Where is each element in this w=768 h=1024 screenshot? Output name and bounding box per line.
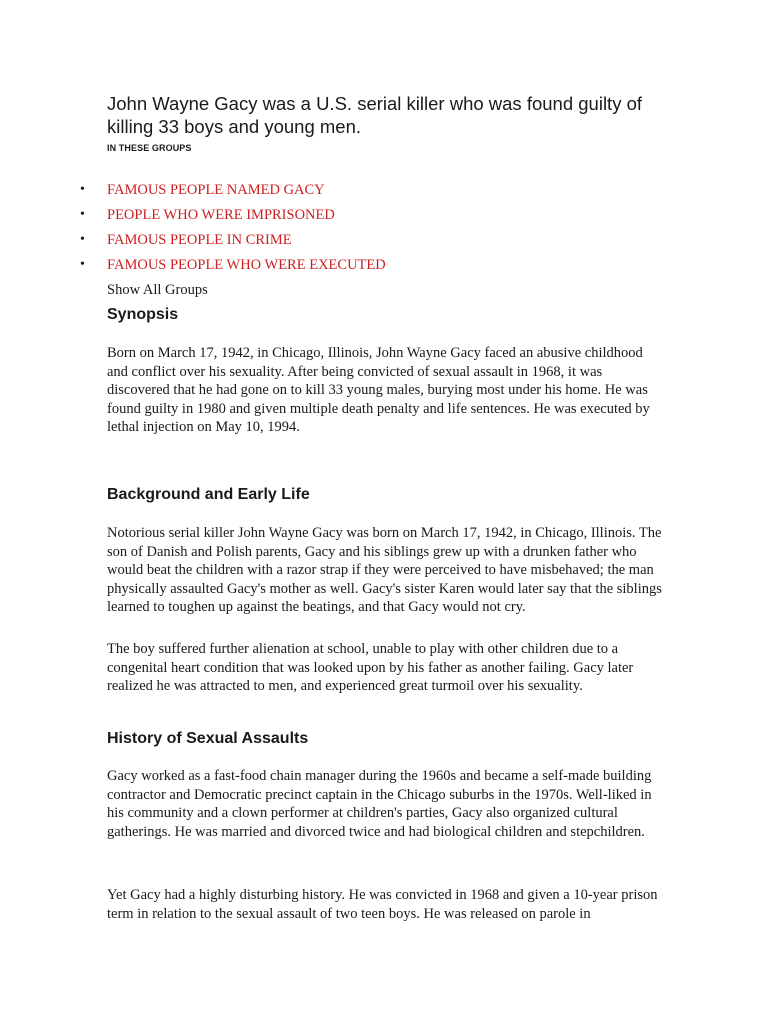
group-list — [80, 181, 386, 281]
background-paragraph-1: Notorious serial killer John Wayne Gacy was born on March 17, 1942, in Chicago, Illinois. The son of Danish and Polish parents, Gacy and his siblings grew up with a drunken father who would beat the children with a razor strap if they were perceived to have misbehaved; the man physically assaulted Gacy's mother as well. Gacy's sister Karen would later say that the siblings learned to toughen up against the beatings, and that Gacy would not cry. — [107, 525, 662, 616]
group-link-people-who-were-imprisoned[interactable]: PEOPLE WHO WERE IMPRISONED — [107, 207, 335, 223]
background-heading: Background and Early Life — [107, 486, 310, 503]
show-all-groups-link[interactable]: Show All Groups — [107, 282, 208, 298]
background-paragraph-2: The boy suffered further alienation at school, unable to play with other children due to a congenital heart condition that was looked upon by his father as another failing. Gacy later realized he was attracted to men, and experienced great turmoil over his sexuality. — [107, 641, 634, 695]
history-paragraph-1: Gacy worked as a fast-food chain manager during the 1960s and became a self-made building contractor and Democratic precinct captain in the Chicago suburbs in the 1970s. Well-liked in his community and a clown performer at children's parties, Gacy also organized cultural gatherings. He was married and divorced twice and had biological children and stepchildren. — [107, 768, 652, 840]
synopsis-heading: Synopsis — [107, 306, 179, 323]
group-link-famous-people-in-crime[interactable]: FAMOUS PEOPLE IN CRIME — [107, 232, 292, 248]
list-item — [80, 256, 386, 281]
page-title: John Wayne Gacy was a U.S. serial killer who was found guilty of killing 33 boys and young men. — [107, 93, 643, 137]
list-item — [80, 231, 386, 256]
bullet-icon: • — [80, 257, 85, 272]
synopsis-paragraph: Born on March 17, 1942, in Chicago, Illinois, John Wayne Gacy faced an abusive childhood and conflict over his sexuality. After being convicted of sexual assault in 1968, it was discovered that he had gone on to kill 33 young males, burying most under his home. He was found guilty in 1980 and given multiple death penalty and life sentences. He was executed by lethal injection on May 10, 1994. — [107, 345, 650, 436]
list-item — [80, 181, 386, 206]
group-link-famous-people-named-gacy[interactable]: FAMOUS PEOPLE NAMED GACY — [107, 182, 325, 198]
group-link-famous-people-who-were-executed[interactable]: FAMOUS PEOPLE WHO WERE EXECUTED — [107, 257, 386, 273]
groups-label: IN THESE GROUPS — [107, 143, 192, 153]
bullet-icon: • — [80, 207, 85, 222]
history-paragraph-2: Yet Gacy had a highly disturbing history. He was convicted in 1968 and given a 10-year prison term in relation to the sexual assault of two teen boys. He was released on parole in — [107, 887, 658, 922]
history-heading: History of Sexual Assaults — [107, 730, 309, 747]
list-item — [80, 206, 386, 231]
bullet-icon: • — [80, 232, 85, 247]
bullet-icon: • — [80, 182, 85, 197]
